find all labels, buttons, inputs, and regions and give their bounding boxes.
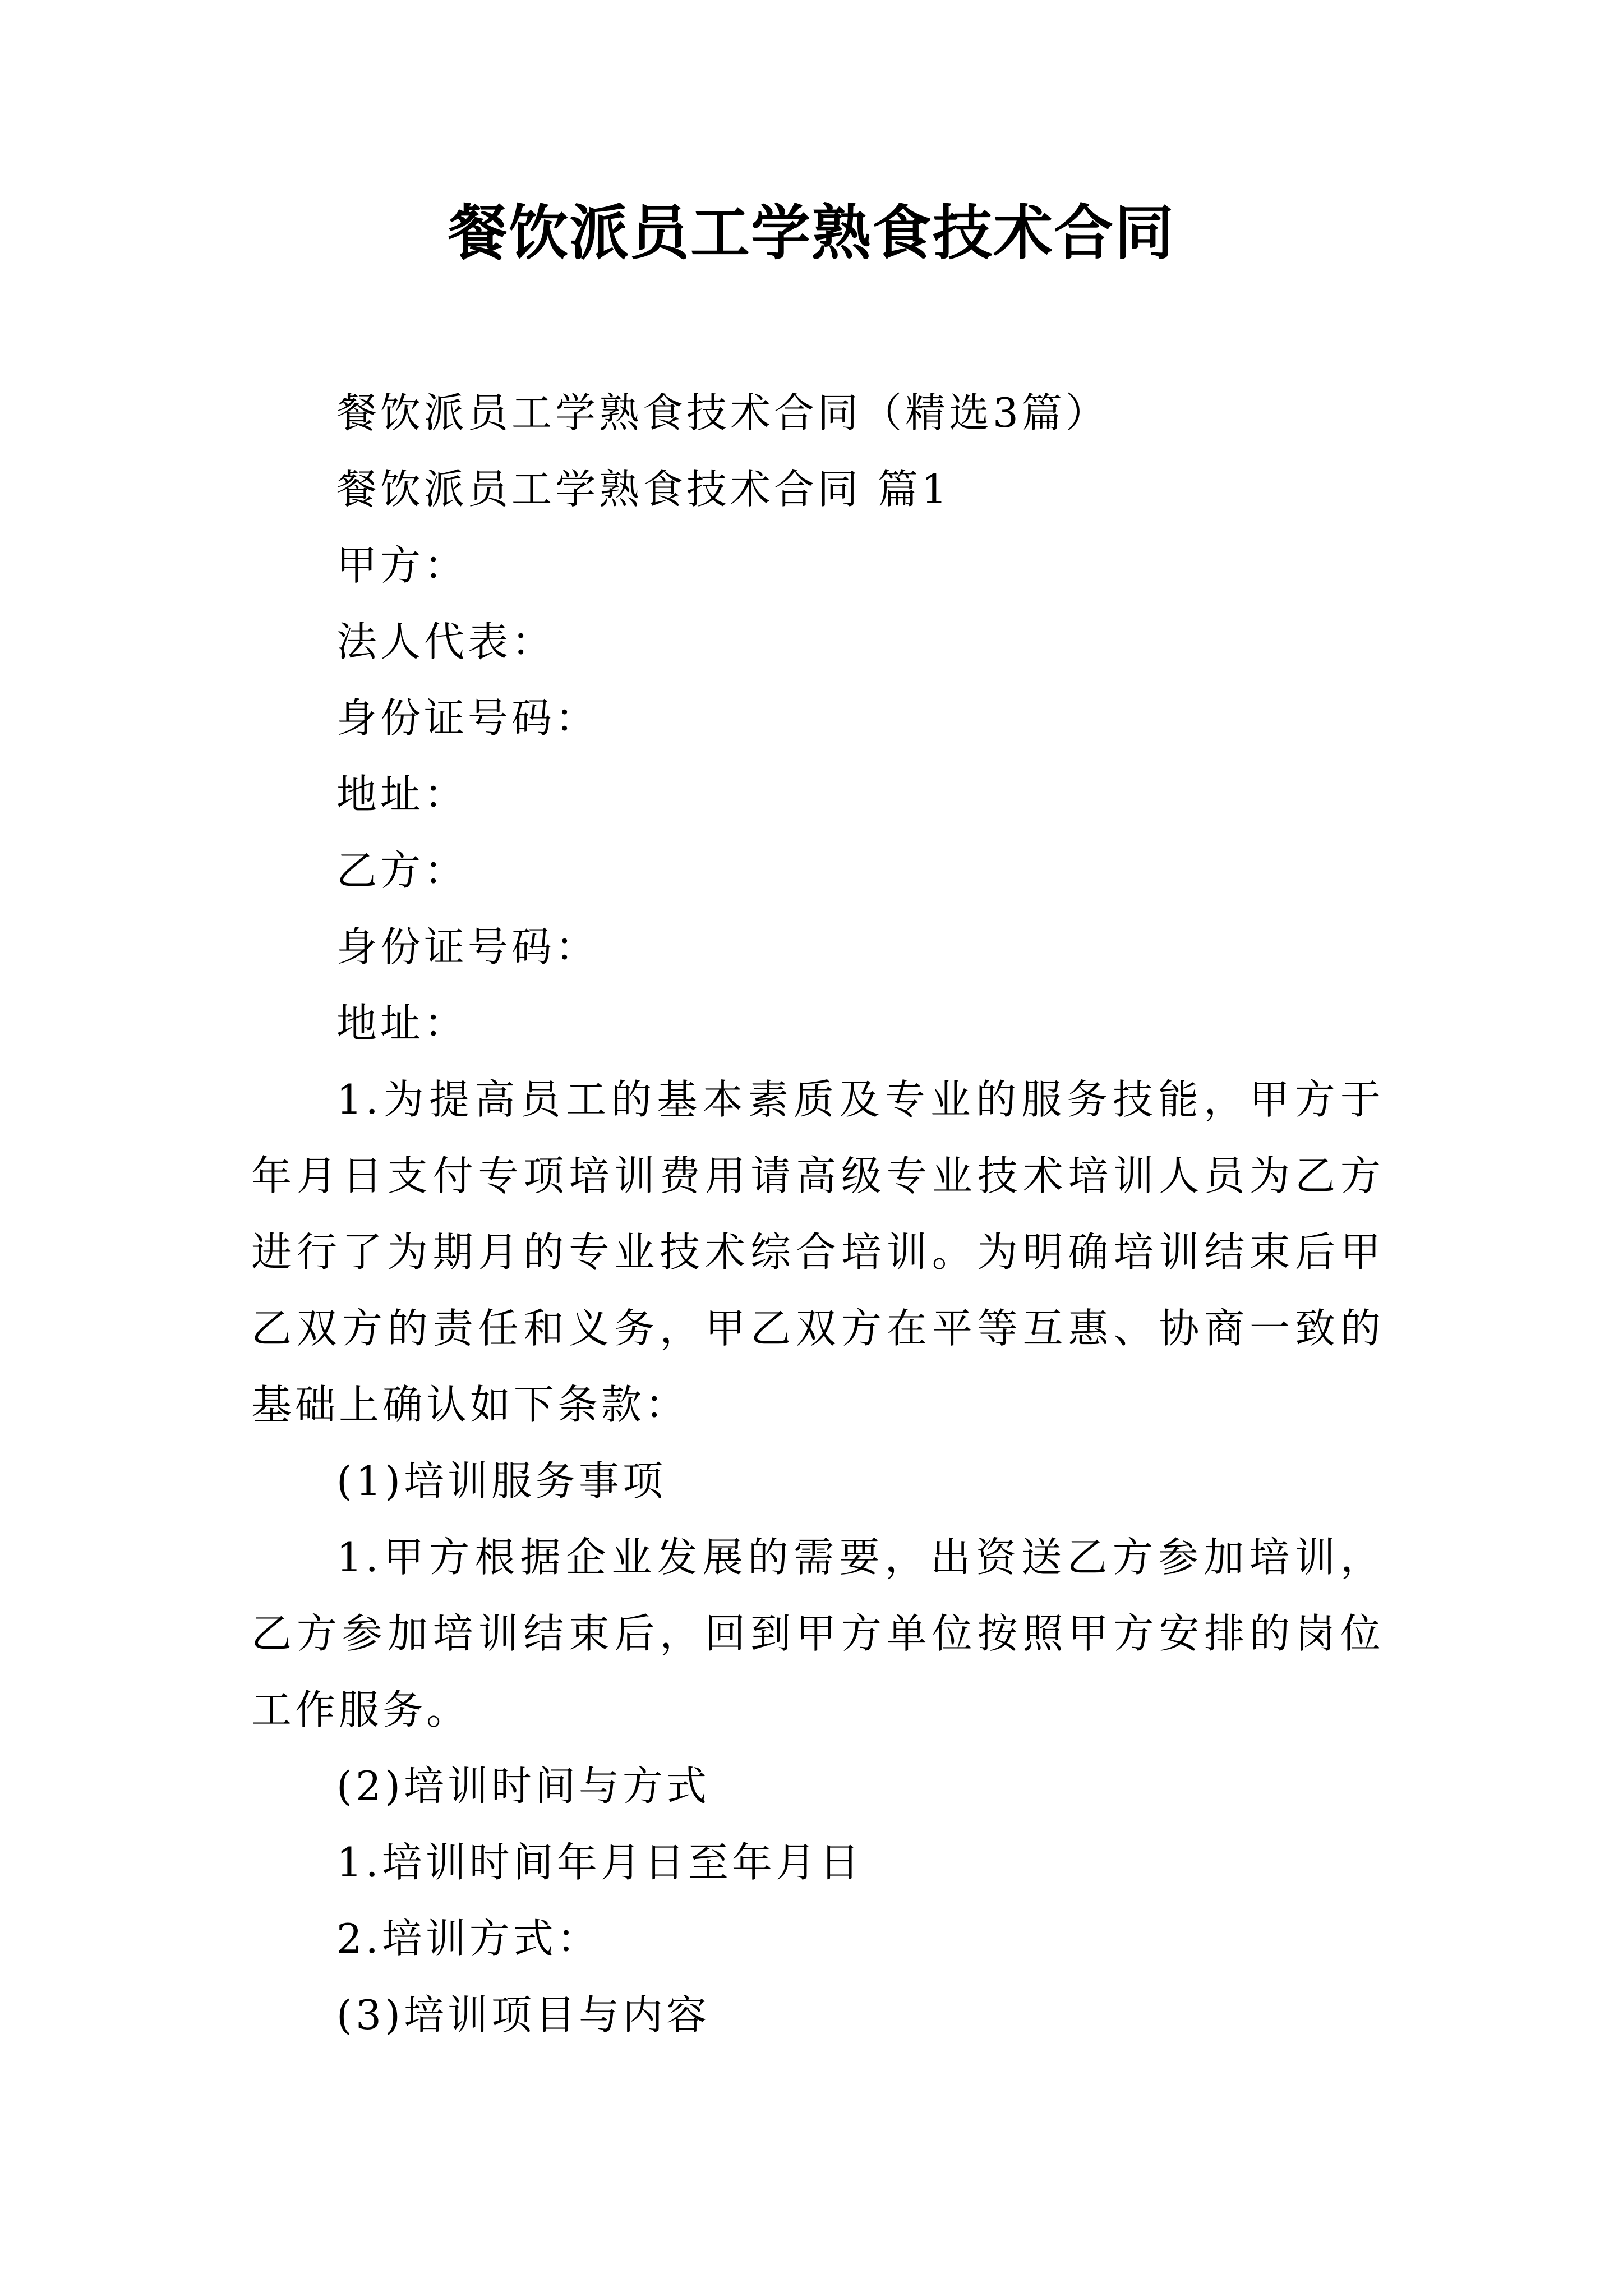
document-body	[251, 375, 1384, 2053]
clause-heading-1: (1)培训服务事项	[336, 1457, 666, 1504]
subtitle-line: 餐饮派员工学熟食技术合同（精选3篇）	[336, 389, 1109, 436]
party-a-id-line: 身份证号码：	[336, 694, 600, 742]
party-a-line: 甲方：	[336, 542, 468, 589]
legal-representative-line: 法人代表：	[336, 618, 556, 665]
clause-paragraph: 1.甲方根据企业发展的需要，出资送乙方参加培训，乙方参加培训结束后，回到甲方单位按照甲方安排的岗位工作服务。	[251, 1534, 1384, 1733]
party-b-id-line: 身份证号码：	[336, 923, 600, 970]
clause-heading-3: (3)培训项目与内容	[336, 1991, 710, 2039]
party-b-address-line: 地址：	[336, 1000, 468, 1047]
clause-item: 1.培训时间年月日至年月日	[336, 1839, 863, 1886]
preamble-paragraph: 1.为提高员工的基本素质及专业的服务技能，甲方于年月日支付专项培训费用请高级专业技术培训人员为乙方进行了为期月的专业技术综合培训。为明确培训结束后甲乙双方的责任和义务，甲乙双方在平等互惠、协商一致的基础上确认如下条款：	[251, 1076, 1384, 1428]
clause-item: 2.培训方式：	[336, 1915, 601, 1962]
party-a-address-line: 地址：	[336, 771, 468, 818]
party-b-line: 乙方：	[336, 847, 468, 894]
clause-heading-2: (2)培训时间与方式	[336, 1763, 710, 1810]
document-title: 餐饮派员工学熟食技术合同	[448, 197, 1175, 268]
section-heading: 餐饮派员工学熟食技术合同 篇1	[336, 466, 951, 513]
